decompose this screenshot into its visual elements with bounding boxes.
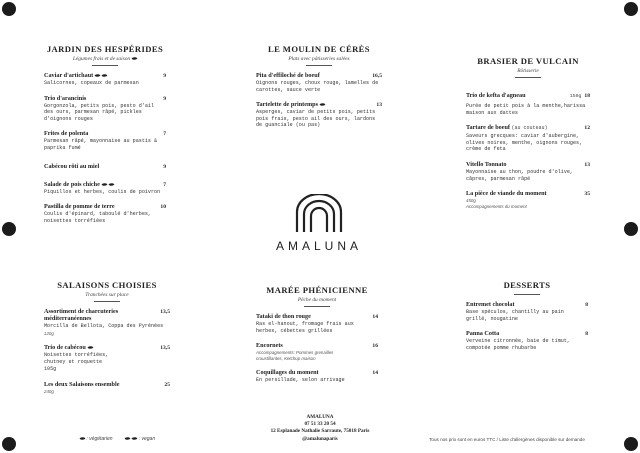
menu-item [44, 163, 166, 170]
section-title: JARDIN DES HESPÉRIDES [46, 44, 164, 54]
item-name: Trio de kefta d'agneau [466, 92, 526, 99]
item-name: Frites de polenta [44, 130, 89, 138]
section-subtitle: Légumes frais et de saison [72, 56, 131, 62]
contact-block [240, 414, 400, 443]
item-name: Panna Cotta [466, 330, 500, 338]
vegetarian-leaf-icon [132, 56, 138, 61]
legend-vegan: : vegan [138, 436, 156, 442]
section-subtitle: Plats avec pâtisseries salées [288, 56, 350, 62]
section-title: BRASIER DE VULCAIN [477, 56, 579, 66]
corner-dot-top-right [624, 2, 638, 16]
menu-item [44, 308, 170, 336]
section-subtitle: Tranchées sur place [85, 292, 129, 298]
item-name: Pita d'effiloché de boeuf [256, 72, 320, 79]
middle-dot-left [2, 222, 16, 236]
section-maree [256, 285, 378, 384]
vegetarian-leaf-icon [80, 436, 86, 441]
menu-item: Tartelette de printemps 13 Asperges, caviar de petits pois, petits pois frais, pesto ail des ours, lardons de guanciale (ou pas) [256, 101, 382, 129]
vegetarian-leaf-icon [87, 345, 93, 350]
item-description: Piquillos et herbes, coulis de poivron [44, 188, 161, 195]
item-price: 12 [584, 125, 590, 132]
menu-item [466, 161, 590, 182]
section-title: DESSERTS [503, 280, 551, 290]
vegan-leaf-icon [101, 182, 107, 187]
menu-item: Trio de cabécou 13,5 Noisettes torréfiées, chutney et roquette 105g [44, 344, 170, 373]
item-price: 35 [584, 191, 590, 198]
item-price: 9 [163, 163, 166, 170]
item-name: La pièce de viande du moment [466, 190, 547, 198]
menu-item [44, 203, 166, 224]
item-description: Morcilla de Bellota, Coppa des Pyrénées [44, 323, 164, 329]
section-title: SALAISONS CHOISIES [57, 280, 157, 290]
vegan-leaf-icon [102, 73, 108, 78]
menu-item [466, 190, 590, 209]
item-price: 7 [163, 131, 166, 138]
vegan-leaf-icon [132, 436, 138, 441]
item-price: 18 [584, 93, 590, 99]
item-tag: (au couteau) [511, 125, 548, 132]
menu-item [466, 84, 590, 116]
section-title: LE MOULIN DE CÉRÈS [268, 44, 370, 54]
item-description: Purée de petit pois à la menthe,harissa maison aux dattes [466, 103, 586, 116]
item-description: Salicornes, copeaux de parmesan [44, 80, 139, 86]
menu-item: Caviar d'artichaut 9 Salicornes, copeaux de parmesan [44, 72, 166, 86]
middle-dot-right [624, 222, 638, 236]
item-note: Accompagnements: Pommes grenailles croustillantes, Ketchup maison [256, 350, 334, 361]
item-note: 120g [44, 330, 54, 336]
item-name: Tataki de thon rouge [256, 313, 311, 320]
menu-item [44, 95, 166, 123]
vegan-leaf-icon [108, 182, 114, 187]
item-description: Mayonnaise au thon, poudre d'olive, câpres, parmesan râpé [466, 168, 573, 182]
vegan-leaf-icon [125, 436, 131, 441]
item-description: Asperges, caviar de petits pois, petits pois frais, pesto ail des ours, lardons de guanciale (ou pas) [256, 109, 376, 129]
item-description: Ras el-hanout, fromage frais aux herbes, cébettes grillées [256, 321, 354, 334]
item-price: 9 [163, 73, 166, 79]
item-note: 240g [44, 388, 54, 394]
item-description: Oignons rouges, choux rouge, lamelles de carottes, sauce verte [256, 80, 379, 93]
item-name: Entremet chocolat [466, 301, 515, 308]
item-weight: 150g [569, 94, 582, 99]
item-price: 16,5 [372, 73, 382, 79]
social-handle: @amalunaparis [302, 435, 338, 442]
menu-item [256, 342, 378, 361]
item-price: 10 [160, 204, 166, 211]
menu-item [466, 330, 588, 351]
phone-number: 07 51 33 20 54 [304, 421, 336, 428]
section-desserts [466, 280, 588, 351]
section-moulin [256, 44, 382, 129]
logo [258, 194, 380, 253]
restaurant-name: AMALUNA [306, 414, 334, 420]
item-description: Verveine citronnée, baie de timut, compotée pomme rhubarbe [466, 338, 570, 351]
corner-dot-top-left [2, 2, 16, 16]
item-note: 450g [466, 198, 476, 204]
corner-dot-bottom-left [2, 437, 16, 451]
item-note: Accompagnements du moment [466, 203, 527, 209]
corner-dot-bottom-right [624, 437, 638, 451]
menu-item [256, 313, 378, 334]
section-salaisons [44, 280, 170, 394]
item-name: Cabécou rôti au miel [44, 162, 100, 170]
item-description: Saveurs grecques: caviar d'aubergine, olives noires, menthe, oignons rouges, crème de feta [466, 133, 583, 153]
item-price: 13,5 [160, 309, 170, 315]
item-description: Parmesan râpé, mayonnaise au pastis & paprika fumé [44, 138, 158, 151]
item-price: 14 [372, 314, 378, 320]
menu-item [44, 381, 170, 394]
menu-item: Tartare de boeuf (au couteau) 12 Saveurs grecques: caviar d'aubergine, olives noires, menthe, oignons rouges, crème de feta [466, 124, 590, 153]
item-name: Vitello Tonnato [466, 160, 507, 168]
item-description: En persillade, selon arrivage [256, 377, 345, 383]
logo-wordmark: AMALUNA [275, 239, 362, 253]
item-name: Assortiment de charcuteries méditerranéennes [44, 308, 119, 322]
vegan-leaf-icon [95, 73, 101, 78]
legend [78, 436, 155, 442]
item-price: 7 [163, 181, 166, 188]
logo-arches-icon [293, 194, 345, 232]
item-price: 14 [372, 370, 378, 376]
item-price: 8 [585, 302, 588, 308]
item-price: 8 [585, 331, 588, 338]
item-name: Les deux Salaisons ensemble [44, 380, 120, 388]
item-price: 13,5 [160, 345, 170, 351]
item-name: Pastilla de pomme de terre [44, 203, 115, 211]
menu-item [256, 369, 378, 384]
item-description: Gorgonzola, petits pois, pesto d'ail des ours, parmesan râpé, pickles d'oignons rouges [44, 102, 155, 122]
price-disclaimer: Tous nos prix sont en euros TTC / Liste d'allergènes disponible sur demande [429, 437, 585, 442]
section-jardin [44, 44, 166, 224]
item-price: 13 [584, 161, 590, 168]
section-title: MARÉE PHÉNICIENNE [266, 285, 368, 295]
vegetarian-leaf-icon [320, 102, 326, 107]
item-price: 9 [163, 95, 166, 102]
item-name: Trio d'arancinis [44, 94, 87, 102]
item-price: 25 [164, 381, 170, 388]
item-description: Noisettes torréfiées, chutney et roquette [44, 352, 109, 365]
item-description: Base spéculos, chantilly au pain grillé, nougatine [466, 309, 564, 322]
menu-item [466, 301, 588, 322]
menu-item [44, 130, 166, 151]
menu-item: Salade de pois chiche 7 Piquillos et herbes, coulis de poivron [44, 180, 166, 195]
section-subtitle: Rôtisserie [517, 68, 539, 74]
item-name: Encornets [256, 342, 283, 350]
menu-item [256, 72, 382, 93]
address: 12 Esplanade Nathalie Sarraute, 75018 Paris [270, 428, 370, 435]
section-vulcain [466, 56, 590, 209]
item-price: 16 [372, 343, 378, 350]
legend-vegetarian: : végétarien [86, 436, 113, 442]
item-price: 13 [376, 102, 382, 109]
item-weight: 105g [44, 366, 57, 373]
item-description: Coulis d'épinard, taboulé d'herbes, noisettes torréfiées [44, 211, 151, 224]
section-subtitle: Pêche du moment [297, 297, 337, 303]
item-name: Coquillages du moment [256, 369, 319, 376]
